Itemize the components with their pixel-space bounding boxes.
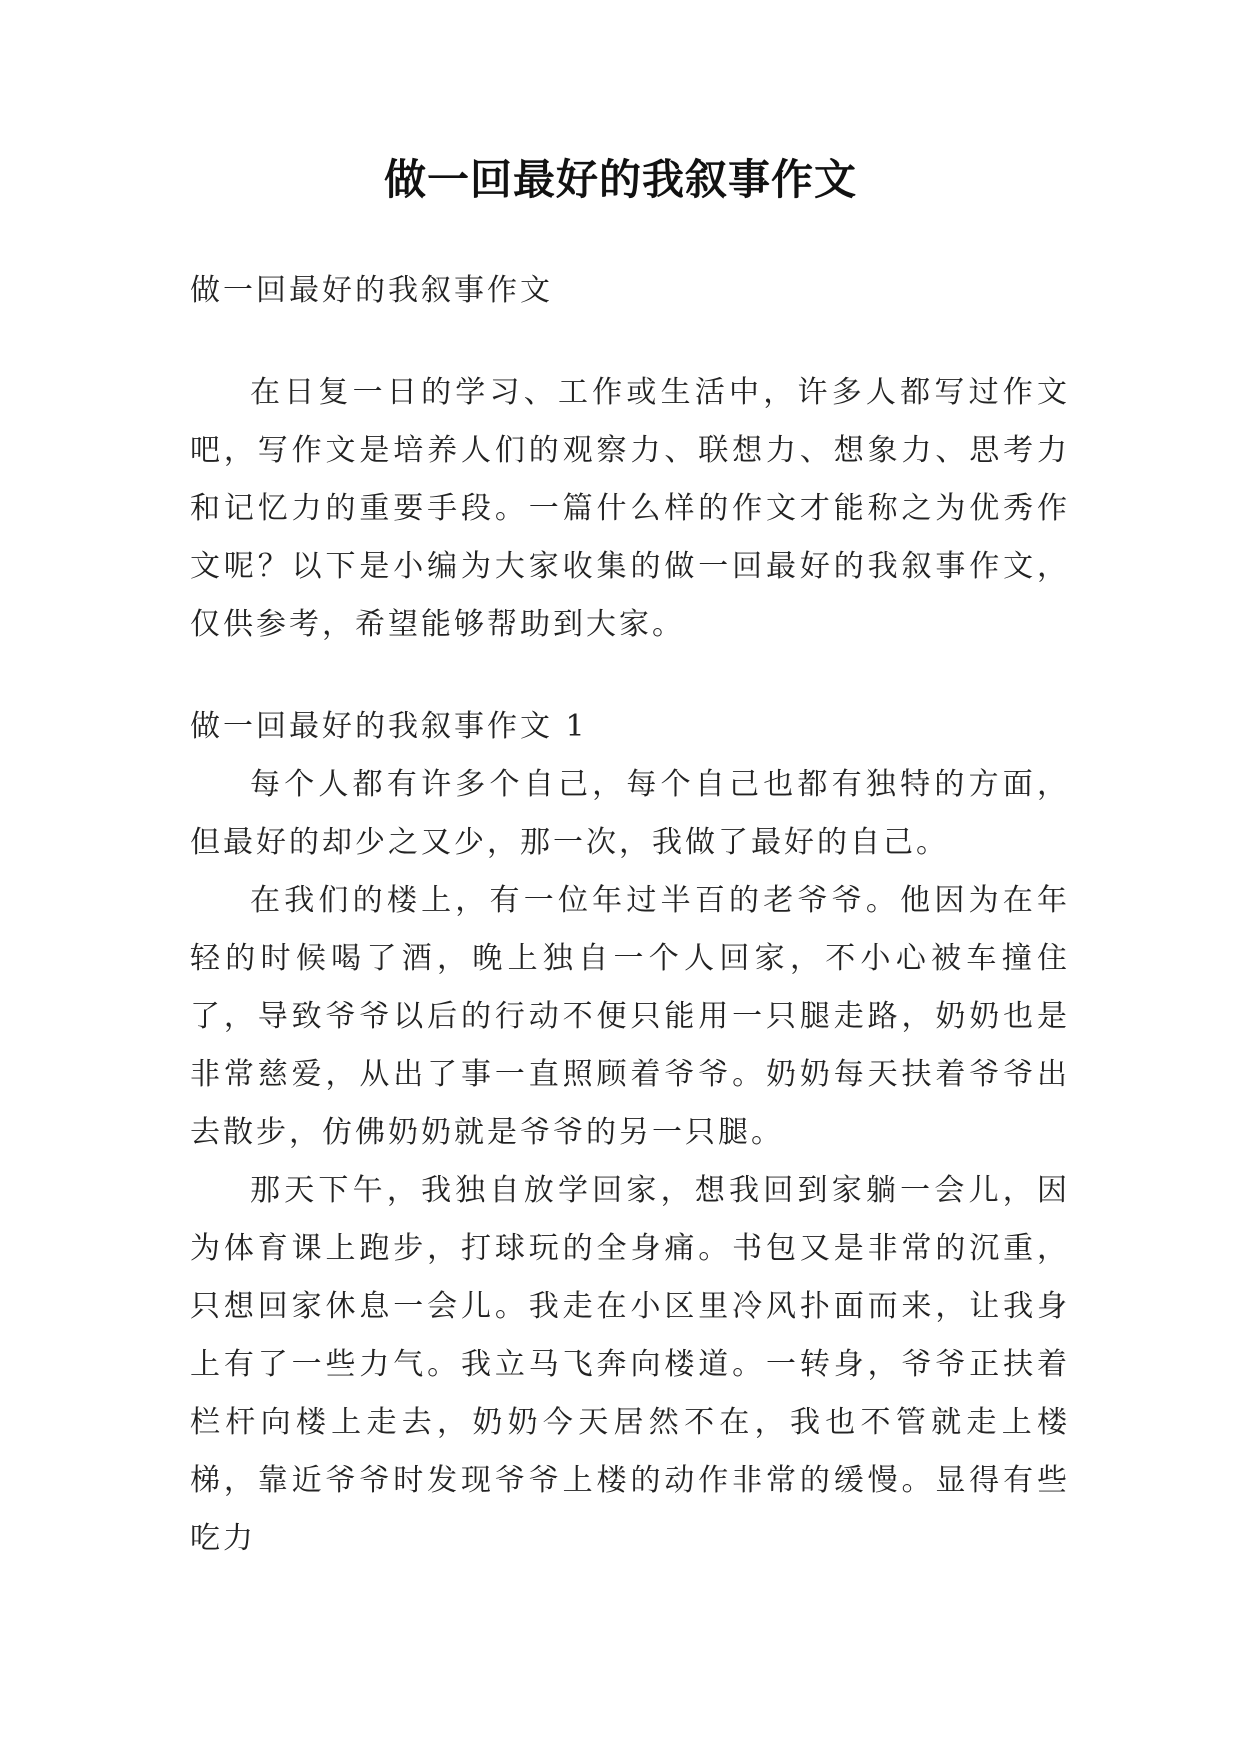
body-paragraph-3: 那天下午，我独自放学回家，想我回到家躺一会儿，因为体育课上跑步，打球玩的全身痛。书包又是非常的沉重，只想回家休息一会儿。我走在小区里冷风扑面而来，让我身上有了一些力气。我立马飞奔向楼道。一转身，爷爷正扶着栏杆向楼上走去，奶奶今天居然不在，我也不管就走上楼梯，靠近爷爷时发现爷爷上楼的动作非常的缓慢。显得有些吃力 [190, 1173, 1070, 1556]
section-heading: 做一回最好的我叙事作文 1 [190, 709, 588, 744]
document-subtitle: 做一回最好的我叙事作文 [190, 273, 553, 308]
document-title: 做一回最好的我叙事作文 [383, 155, 857, 204]
body-paragraph-1: 每个人都有许多个自己，每个自己也都有独特的方面，但最好的却少之又少，那一次，我做了最好的自己。 [190, 767, 1070, 860]
body-paragraph-2: 在我们的楼上，有一位年过半百的老爷爷。他因为在年轻的时候喝了酒，晚上独自一个人回家，不小心被车撞住了，导致爷爷以后的行动不便只能用一只腿走路，奶奶也是非常慈爱，从出了事一直照顾着爷爷。奶奶每天扶着爷爷出去散步，仿佛奶奶就是爷爷的另一只腿。 [190, 883, 1070, 1150]
document-body [190, 262, 1070, 1568]
intro-paragraph: 在日复一日的学习、工作或生活中，许多人都写过作文吧，写作文是培养人们的观察力、联想力、想象力、思考力和记忆力的重要手段。一篇什么样的作文才能称之为优秀作文呢？以下是小编为大家收集的做一回最好的我叙事作文，仅供参考，希望能够帮助到大家。 [190, 375, 1070, 642]
